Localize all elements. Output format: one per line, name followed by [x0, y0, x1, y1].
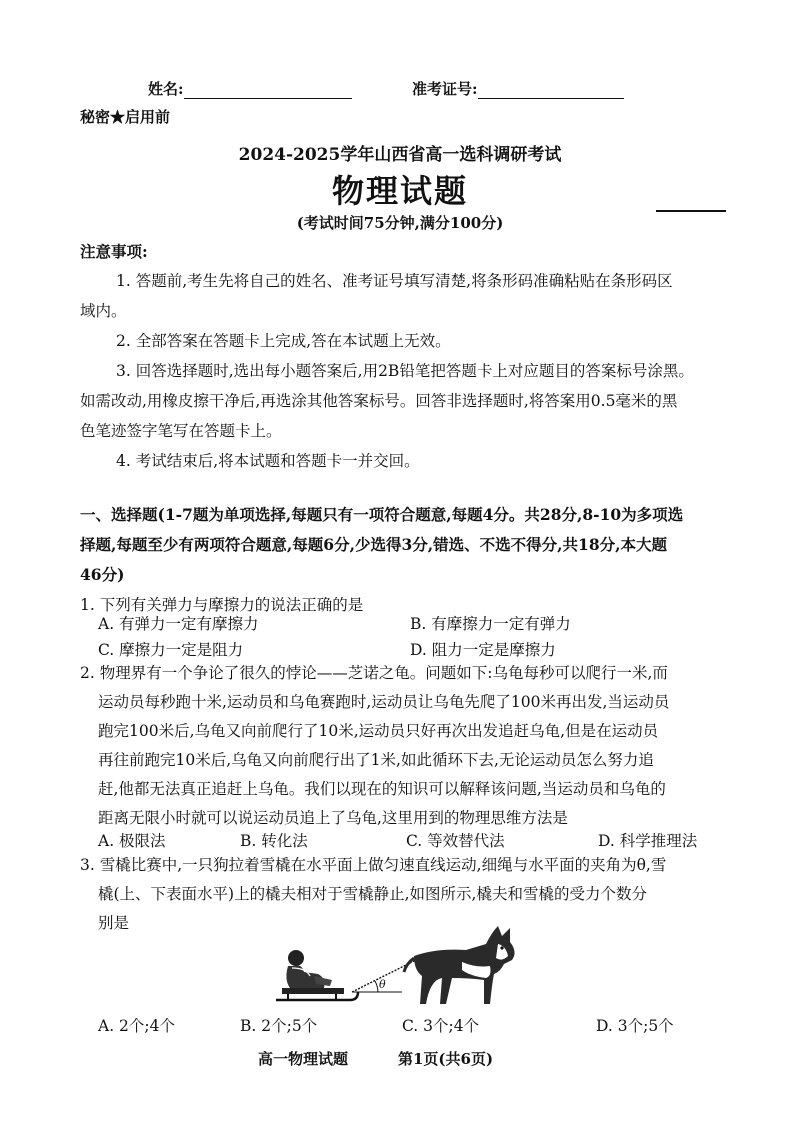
name-label: 姓名: — [148, 80, 184, 98]
q2-option-c: C. 等效替代法 — [406, 832, 505, 850]
notice-line: 域内。 — [80, 302, 127, 320]
q2-option-d: D. 科学推理法 — [598, 832, 698, 850]
question-2-line: 赶,他都无法真正追赶上乌龟。我们以现在的知识可以解释该问题,当运动员和乌龟的 — [98, 780, 666, 798]
question-2-line: 再往前跑完10米后,乌龟又向前爬行出了1米,如此循环下去,无论运动员怎么努力追 — [98, 751, 654, 769]
q3-option-a: A. 2个;4个 — [98, 1017, 175, 1035]
q1-option-c: C. 摩擦力一定是阻力 — [98, 641, 244, 659]
decorative-rule — [656, 210, 726, 212]
question-2-line: 运动员每秒跑十米,运动员和乌龟赛跑时,运动员让乌龟先爬了100米再出发,当运动员 — [98, 693, 670, 711]
notice-line: 1. 答题前,考生先将自己的姓名、准考证号填写清楚,将条形码准确粘贴在条形码区 — [116, 272, 673, 290]
sled-body — [282, 988, 344, 994]
q3-option-b: B. 2个;5个 — [240, 1017, 318, 1035]
notice-line: 如需改动,用橡皮擦干净后,再选涂其他答案标号。回答非选择题时,将答案用0.5毫米的黑 — [80, 392, 678, 410]
sled-dog-figure — [266, 918, 526, 1014]
section-heading-line: 择题,每题至少有两项符合题意,每题6分,少选得3分,错选、不选不得分,共18分,本大题 — [80, 535, 668, 554]
exam-time-info: (考试时间75分钟,满分100分) — [296, 214, 504, 232]
notice-line: 4. 考试结束后,将本试题和答题卡一并交回。 — [116, 452, 420, 470]
notice-heading: 注意事项: — [80, 242, 148, 261]
question-1-stem: 1. 下列有关弹力与摩擦力的说法正确的是 — [80, 596, 364, 614]
notice-line: 色笔迹签字笔写在答题卡上。 — [80, 422, 282, 440]
q3-option-d: D. 3个;5个 — [596, 1017, 674, 1035]
secret-label: 秘密★启用前 — [80, 108, 171, 126]
sled-rider — [286, 950, 332, 988]
notice-line: 3. 回答选择题时,选出每小题答案后,用2B铅笔把答题卡上对应题目的答案标号涂黑。 — [116, 362, 694, 380]
q2-option-b: B. 转化法 — [240, 832, 308, 850]
id-blank — [478, 82, 624, 99]
section-heading-line: 46分) — [80, 565, 125, 584]
id-label: 准考证号: — [412, 80, 478, 98]
q3-option-c: C. 3个;4个 — [402, 1017, 480, 1035]
q1-option-d: D. 阻力一定是摩擦力 — [410, 641, 556, 659]
section-heading-line: 一、选择题(1-7题为单项选择,每题只有一项符合题意,每题4分。共28分,8-10为多项选 — [80, 505, 684, 524]
page-number: 第1页(共6页) — [398, 1050, 494, 1068]
q1-option-b: B. 有摩擦力一定有弹力 — [410, 615, 571, 633]
name-field — [148, 78, 352, 99]
question-3-line: 3. 雪橇比赛中,一只狗拉着雪橇在水平面上做匀速直线运动,细绳与水平面的夹角为θ,雪 — [80, 856, 667, 874]
name-blank — [184, 82, 352, 99]
q2-option-a: A. 极限法 — [98, 832, 166, 850]
q1-option-a: A. 有弹力一定有摩擦力 — [98, 615, 259, 633]
question-2-line: 距离无限小时就可以说运动员追上了乌龟,这里用到的物理思维方法是 — [98, 809, 568, 827]
notice-line: 2. 全部答案在答题卡上完成,答在本试题上无效。 — [116, 332, 451, 350]
question-3-line: 别是 — [98, 914, 130, 932]
exam-subtitle: 2024-2025学年山西省高一选科调研考试 — [238, 145, 562, 165]
question-2-line: 2. 物理界有一个争论了很久的悖论——芝诺之龟。问题如下:乌龟每秒可以爬行一米,而 — [80, 664, 668, 682]
question-2-line: 跑完100米后,乌龟又向前爬行了10米,运动员只好再次出发追赶乌龟,但是在运动员 — [98, 722, 659, 740]
id-field — [412, 78, 624, 99]
page-title: 物理试题 — [331, 172, 468, 210]
footer-subject: 高一物理试题 — [258, 1050, 349, 1068]
angle-label: θ — [379, 978, 386, 991]
dog — [404, 926, 515, 1004]
question-3-line: 橇(上、下表面水平)上的橇夫相对于雪橇静止,如图所示,橇夫和雪橇的受力个数分 — [98, 885, 647, 903]
